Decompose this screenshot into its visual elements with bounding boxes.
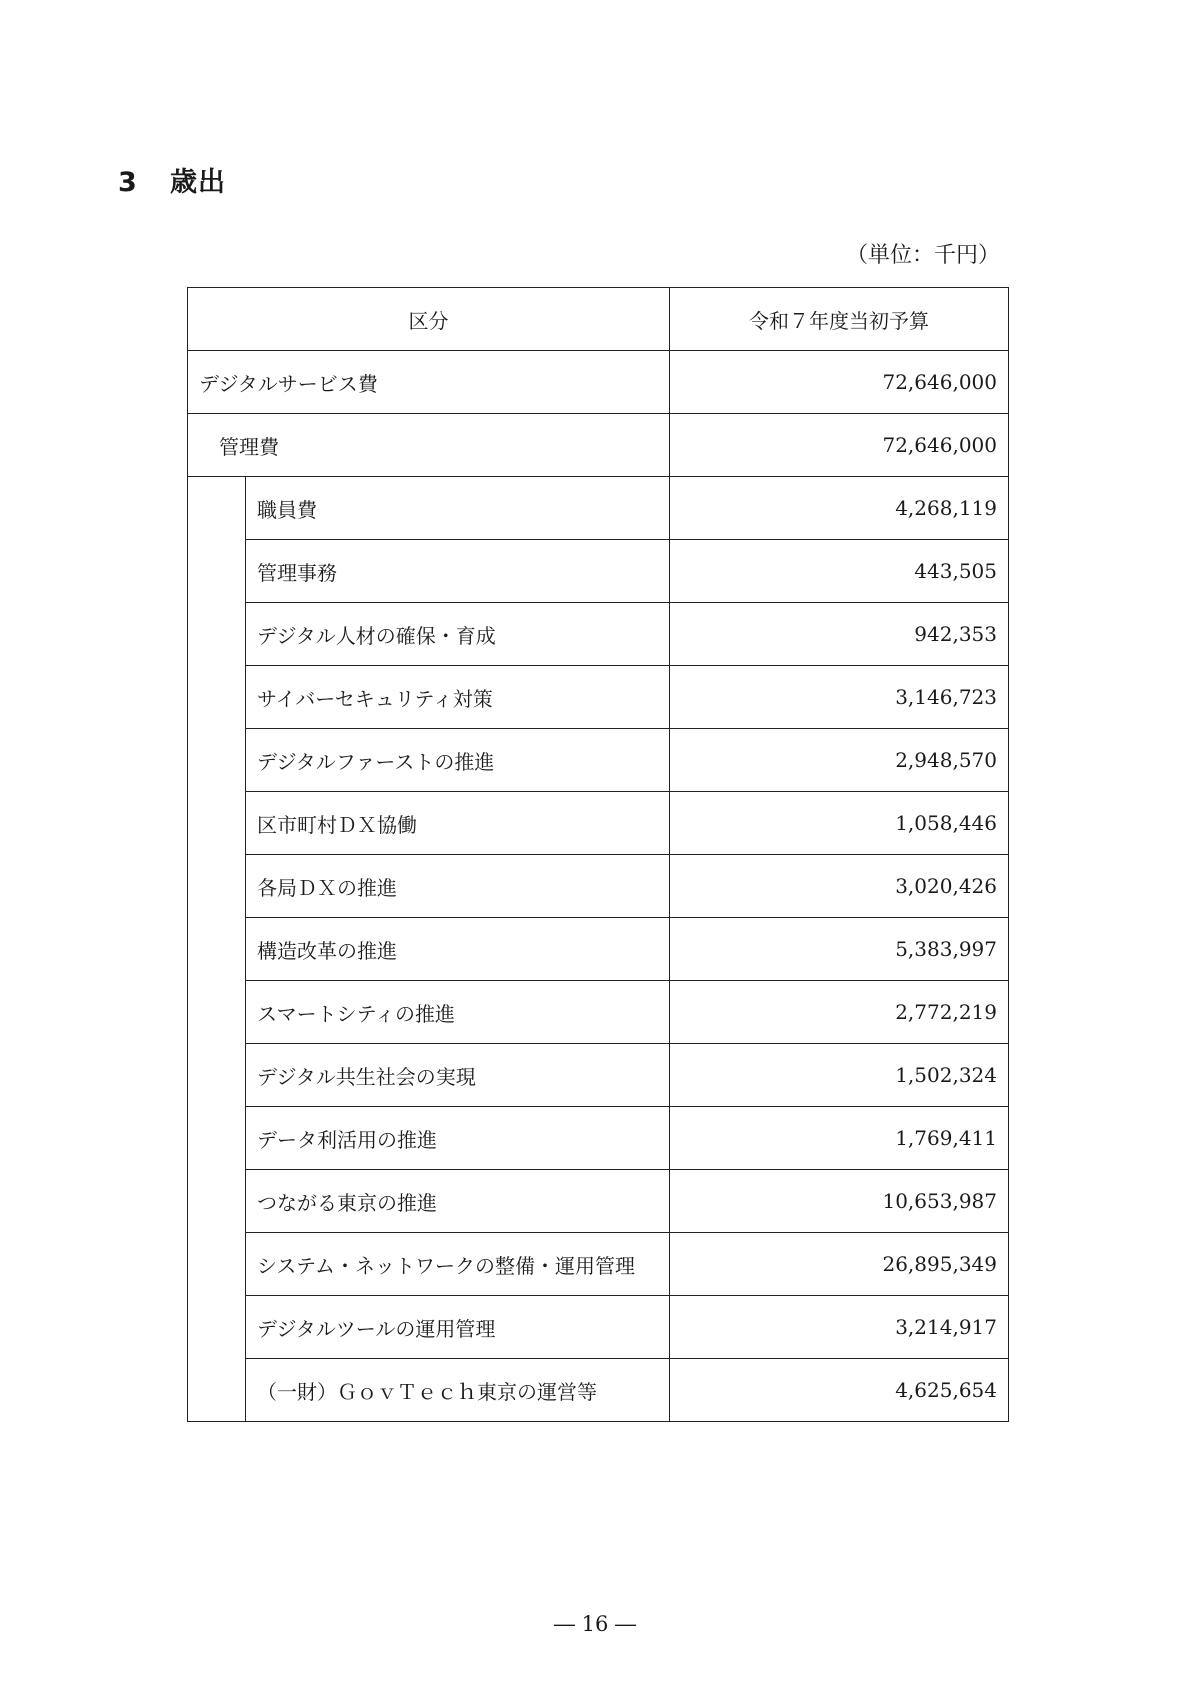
table-row [188,1107,1009,1170]
page-number: ― 16 ― [553,1612,637,1636]
indent-spacer-cell [188,1296,246,1359]
table-row [188,729,1009,792]
table-row [188,792,1009,855]
indent-spacer-cell [188,918,246,981]
table-row [188,540,1009,603]
indent-spacer-cell [188,729,246,792]
level2-amount: 72,646,000 [670,414,1009,477]
item-amount: 3,146,723 [670,666,1009,729]
item-amount: 2,948,570 [670,729,1009,792]
table-header-row [188,288,1009,351]
budget-table-body [188,288,1009,1422]
indent-spacer-cell [188,477,246,540]
indent-spacer-cell [188,666,246,729]
item-amount: 1,502,324 [670,1044,1009,1107]
item-label: システム・ネットワークの整備・運用管理 [246,1233,670,1296]
item-amount: 4,268,119 [670,477,1009,540]
table-row [188,1359,1009,1422]
item-label: デジタルファーストの推進 [246,729,670,792]
section-title: 歳出 [170,167,226,198]
item-label: デジタルツールの運用管理 [246,1296,670,1359]
item-amount: 942,353 [670,603,1009,666]
item-label: つながる東京の推進 [246,1170,670,1233]
item-amount: 2,772,219 [670,981,1009,1044]
budget-table [187,287,1009,1422]
item-label: 区市町村ＤＸ協働 [246,792,670,855]
item-amount: 26,895,349 [670,1233,1009,1296]
item-label: （一財）ＧｏｖＴｅｃｈ東京の運営等 [246,1359,670,1422]
item-label: デジタル共生社会の実現 [246,1044,670,1107]
indent-spacer-cell [188,603,246,666]
table-row [188,477,1009,540]
item-amount: 1,058,446 [670,792,1009,855]
indent-spacer-cell [188,1044,246,1107]
table-row [188,855,1009,918]
indent-spacer-cell [188,1107,246,1170]
level1-label: デジタルサービス費 [188,351,670,414]
table-row [188,1233,1009,1296]
unit-note: （単位：千円） [845,243,1000,268]
item-label: 管理事務 [246,540,670,603]
indent-spacer-cell [188,981,246,1044]
item-label: 各局ＤＸの推進 [246,855,670,918]
item-label: データ利活用の推進 [246,1107,670,1170]
indent-spacer-cell [188,1170,246,1233]
level2-label: 管理費 [188,414,670,477]
item-amount: 443,505 [670,540,1009,603]
item-label: 構造改革の推進 [246,918,670,981]
item-label: スマートシティの推進 [246,981,670,1044]
table-row [188,1170,1009,1233]
item-amount: 5,383,997 [670,918,1009,981]
item-amount: 1,769,411 [670,1107,1009,1170]
item-amount: 4,625,654 [670,1359,1009,1422]
category-column-header: 区分 [188,288,670,351]
indent-spacer-cell [188,1359,246,1422]
table-row-level2 [188,414,1009,477]
item-label: デジタル人材の確保・育成 [246,603,670,666]
section-heading [118,160,226,199]
table-row [188,1296,1009,1359]
table-row [188,666,1009,729]
item-amount: 3,020,426 [670,855,1009,918]
table-row [188,981,1009,1044]
table-row [188,1044,1009,1107]
indent-spacer-cell [188,540,246,603]
table-row-level1 [188,351,1009,414]
table-row [188,603,1009,666]
table-row [188,918,1009,981]
item-label: サイバーセキュリティ対策 [246,666,670,729]
indent-spacer-cell [188,855,246,918]
budget-column-header: 令和７年度当初予算 [670,288,1009,351]
section-number: 3 [118,167,138,198]
item-amount: 10,653,987 [670,1170,1009,1233]
indent-spacer-cell [188,792,246,855]
item-label: 職員費 [246,477,670,540]
level1-amount: 72,646,000 [670,351,1009,414]
indent-spacer-cell [188,1233,246,1296]
item-amount: 3,214,917 [670,1296,1009,1359]
